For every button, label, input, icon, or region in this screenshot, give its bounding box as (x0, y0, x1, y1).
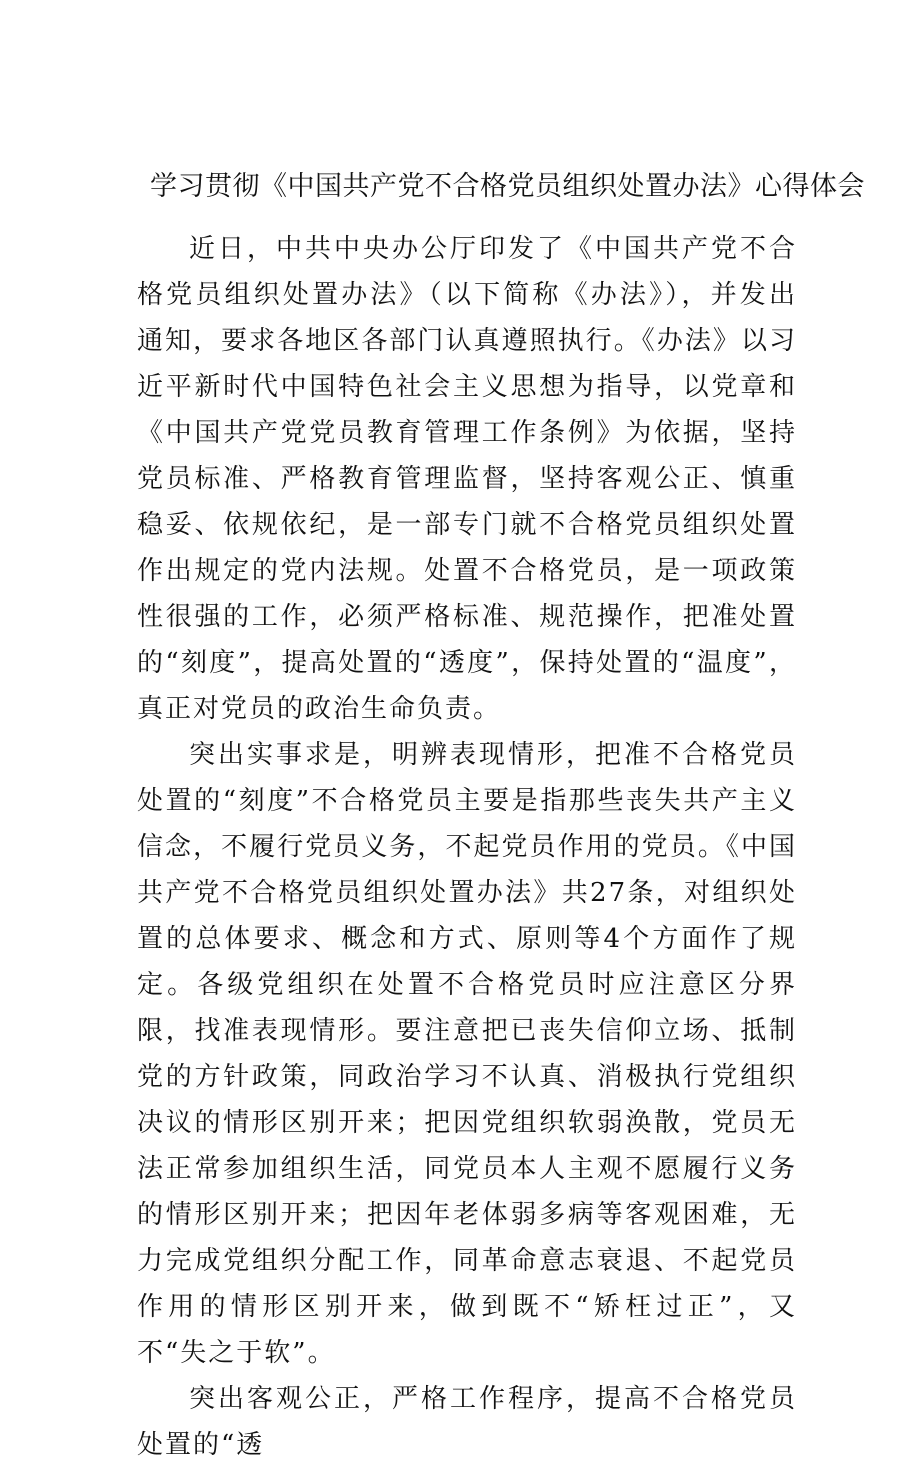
document-title: 学习贯彻《中国共产党不合格党员组织处置办法》心得体会 (150, 171, 865, 202)
paragraph-1: 近日，中共中央办公厅印发了《中国共产党不合格党员组织处置办法》（以下简称《办法》），并发出通知，要求各地区各部门认真遵照执行。《办法》以习近平新时代中国特色社会主义思想为指导，以党章和《中国共产党党员教育管理工作条例》为依据，坚持党员标准、严格教育管理监督，坚持客观公正、慎重稳妥、依规依纪，是一部专门就不合格党员组织处置作出规定的党内法规。处置不合格党员，是一项政策性很强的工作，必须严格标准、规范操作，把准处置的“刻度”，提高处置的“透度”，保持处置的“温度”，真正对党员的政治生命负责。 (137, 234, 797, 724)
paragraph-2: 突出实事求是，明辨表现情形，把准不合格党员处置的“刻度”不合格党员主要是指那些丧失共产主义信念，不履行党员义务，不起党员作用的党员。《中国共产党不合格党员组织处置办法》共27条，对组织处置的总体要求、概念和方式、原则等4个方面作了规定。各级党组织在处置不合格党员时应注意区分界限，找准表现情形。要注意把已丧失信仰立场、抵制党的方针政策，同政治学习不认真、消极执行党组织决议的情形区别开来；把因党组织软弱涣散，党员无法正常参加组织生活，同党员本人主观不愿履行义务的情形区别开来；把因年老体弱多病等客观困难，无力完成党组织分配工作，同革命意志衰退、不起党员作用的情形区别开来，做到既不“矫枉过正”，又不“失之于软”。 (137, 740, 797, 1368)
document-body (137, 226, 797, 1468)
paragraph-3: 突出客观公正，严格工作程序，提高不合格党员处置的“透 (137, 1384, 797, 1460)
